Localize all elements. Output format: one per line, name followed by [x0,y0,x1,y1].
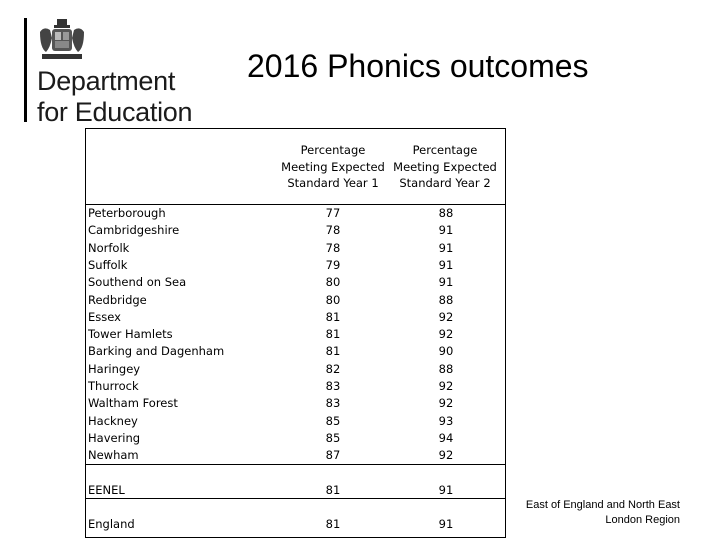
row-year1: 83 [325,396,341,411]
table-border-top [85,128,506,129]
row-name: Waltham Forest [88,396,178,411]
row-year2: 92 [438,309,454,324]
row-year1: 85 [325,430,341,445]
row-year1: 77 [325,206,341,220]
row-name: Tower Hamlets [88,327,173,342]
row-year2: 91 [438,240,454,255]
page-title: 2016 Phonics outcomes [247,48,589,84]
row-name: Norfolk [88,240,130,255]
table-border-left [85,128,86,538]
row-year2: 93 [438,413,454,428]
row-year2: 88 [438,206,454,220]
row-year1: 79 [325,257,341,272]
row-name: Newham [88,448,139,463]
eenel-name: EENEL [88,483,125,497]
row-name: Redbridge [88,292,147,307]
row-name: Haringey [88,361,141,376]
row-year1: 87 [325,448,341,463]
row-year2: 91 [438,223,454,238]
row-year2: 88 [438,361,454,376]
row-year1: 78 [325,240,341,255]
row-name: Cambridgeshire [88,223,180,238]
row-name: Essex [88,309,121,324]
row-name: Southend on Sea [88,275,187,290]
england-year2: 91 [438,517,454,531]
row-year2: 91 [438,257,454,272]
row-year1: 83 [325,379,341,393]
logo-line-for-education: for Education [37,97,193,127]
row-name: Suffolk [88,257,128,272]
england-year1: 81 [325,517,341,531]
row-year2: 92 [438,379,454,393]
row-name: Peterborough [88,206,166,220]
row-year1: 81 [325,309,341,324]
row-year2: 91 [438,275,454,290]
eenel-year2: 91 [438,483,454,497]
row-year2: 94 [438,430,454,445]
logo-line-department: Department [37,66,176,96]
header-year2: Percentage Meeting Expected Standard Year 2 [393,143,497,190]
logo-bar [24,18,27,122]
row-year2: 92 [438,327,454,342]
england-name: England [88,517,135,531]
row-year1: 81 [325,344,341,359]
row-year2: 92 [438,448,454,463]
row-year2: 88 [438,292,454,307]
row-year1: 78 [325,223,341,238]
row-year1: 80 [325,275,341,290]
row-name: Hackney [88,413,138,428]
royal-crest-icon [36,18,88,62]
row-year1: 81 [325,327,341,342]
dfe-logo [24,16,214,128]
phonics-table [85,128,505,538]
table-border-right [505,128,506,538]
row-year1: 80 [325,292,341,307]
row-year2: 92 [438,396,454,411]
table-border-bottom [85,537,506,538]
row-name: Havering [88,430,141,445]
row-year2: 90 [438,344,454,359]
row-name: Barking and Dagenham [88,344,225,359]
row-name: Thurrock [88,379,139,393]
header-year1: Percentage Meeting Expected Standard Year 1 [281,143,385,190]
eenel-year1: 81 [325,483,341,497]
row-year1: 85 [325,413,341,428]
region-note: East of England and North East London Region [525,499,680,526]
row-year1: 82 [325,361,341,376]
